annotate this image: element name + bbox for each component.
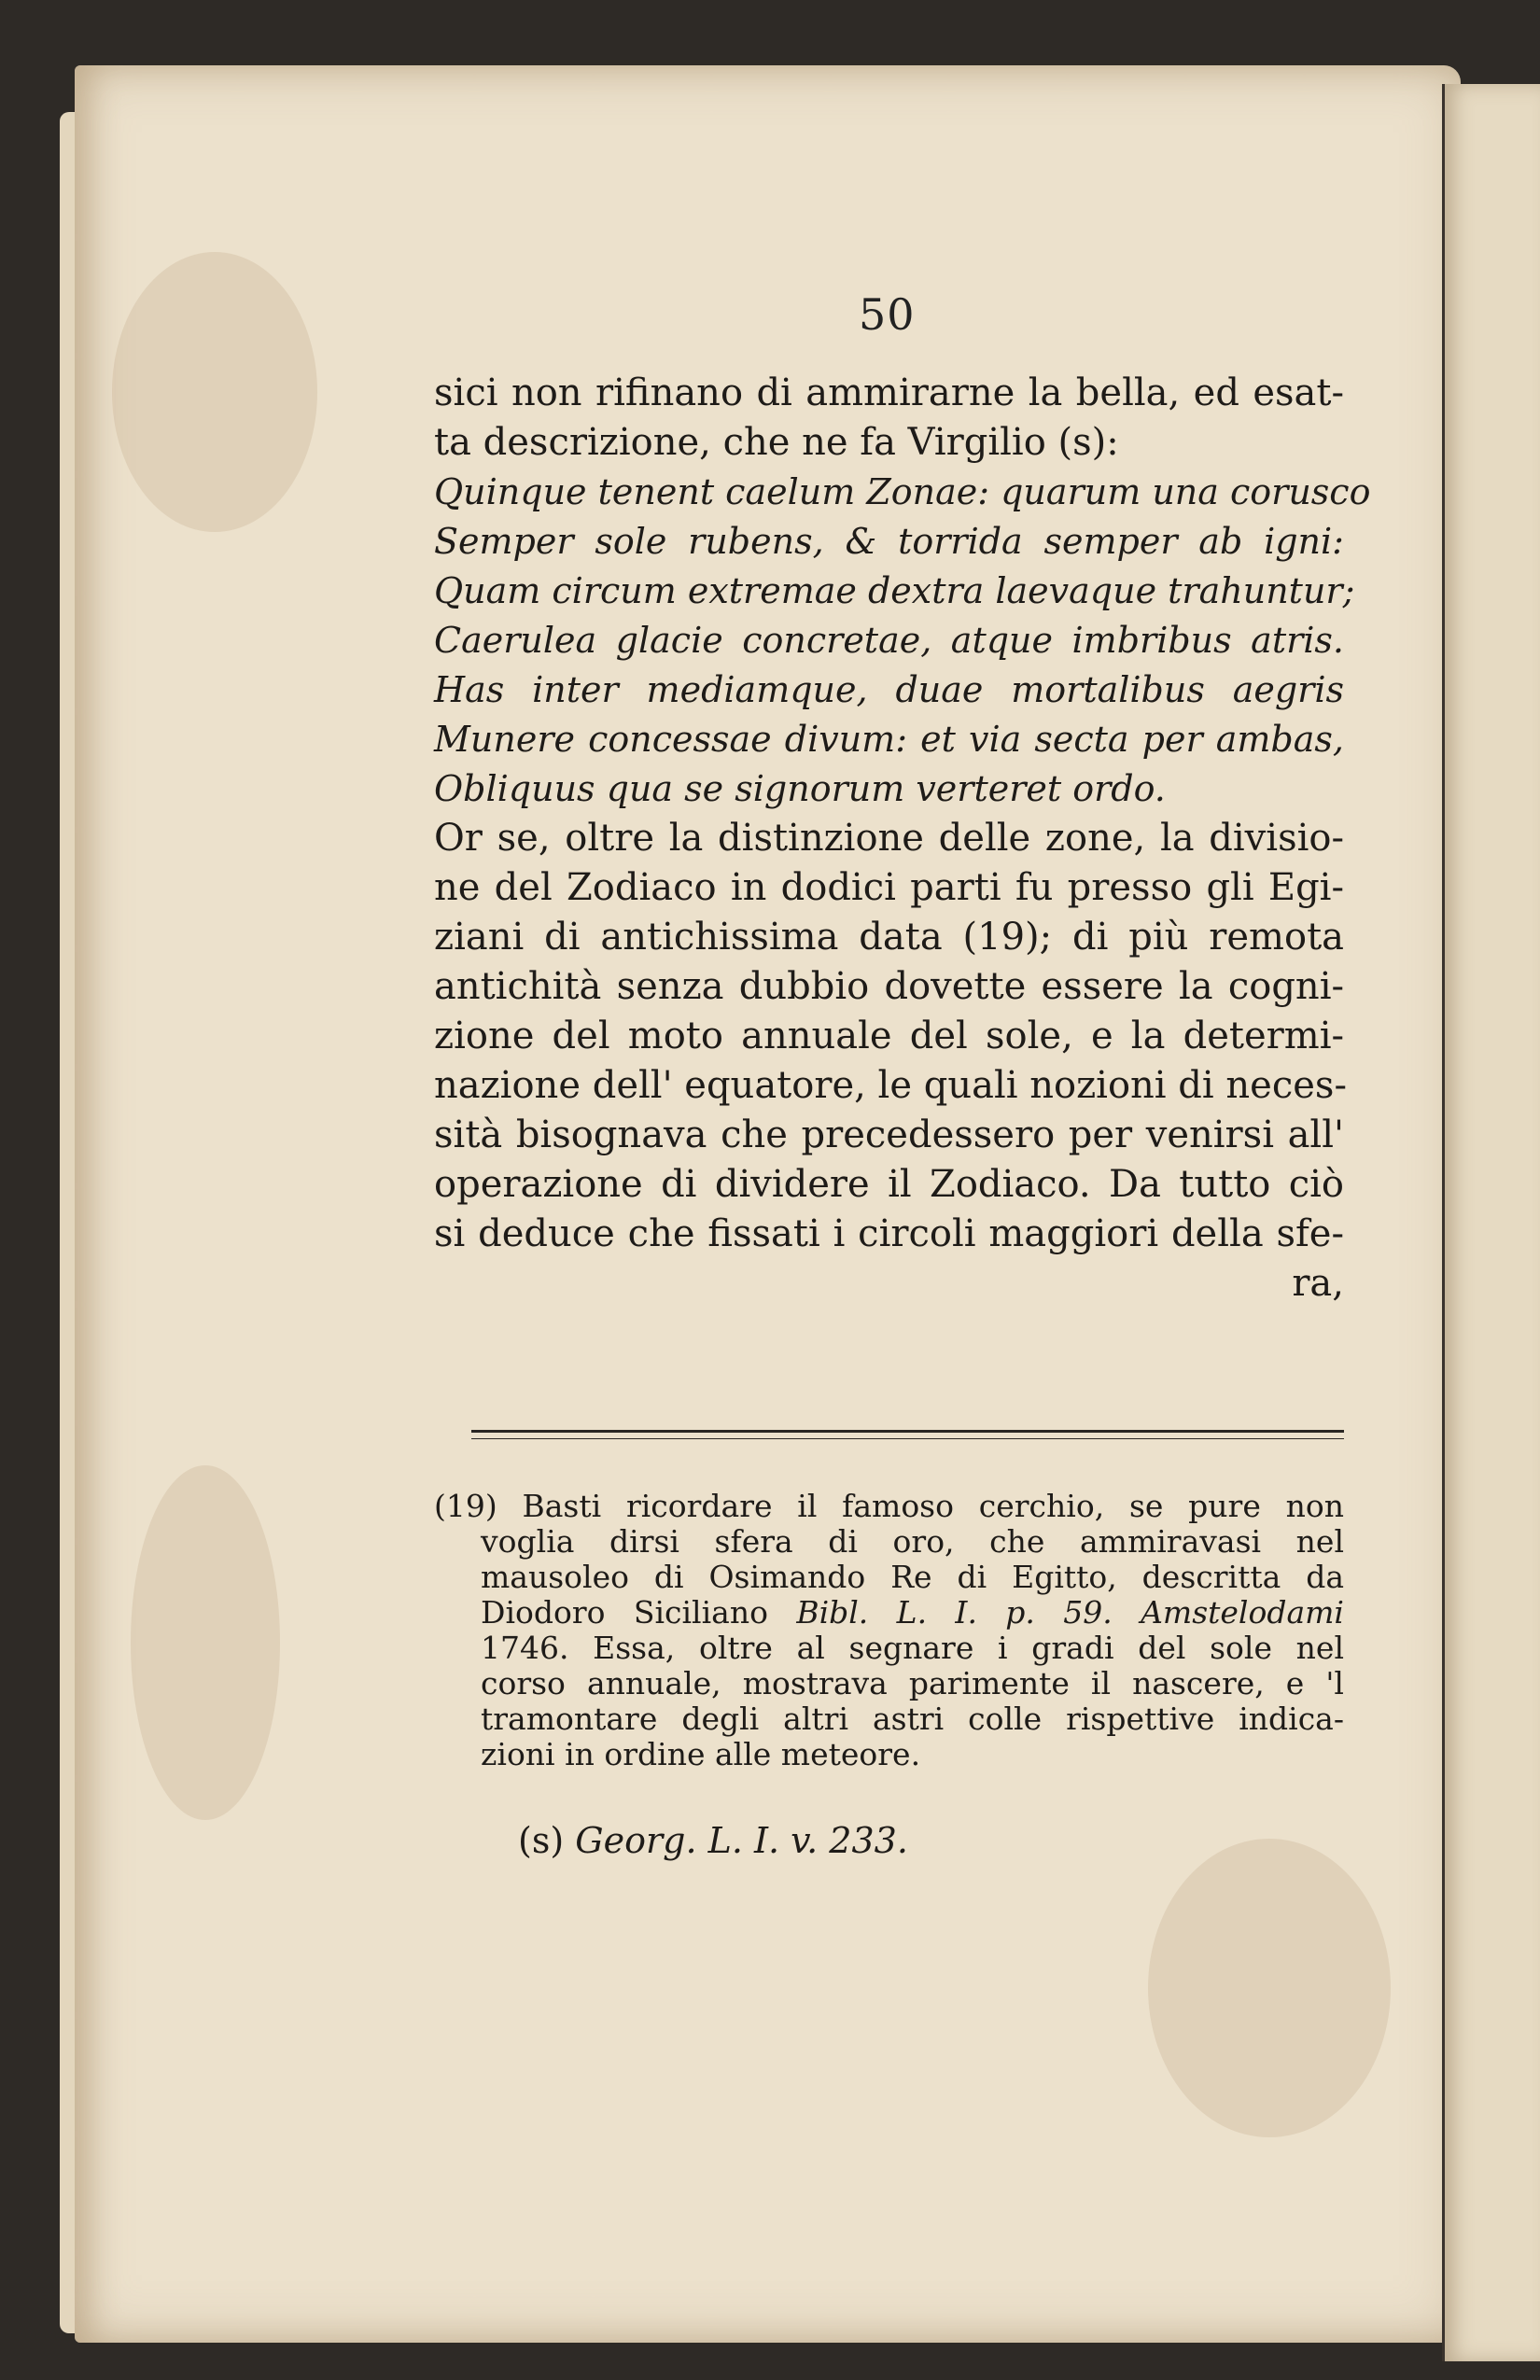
catchword: ra, — [1292, 1262, 1344, 1305]
footnote-19 — [434, 1489, 1344, 1772]
footnote-line: zioni in ordine alle meteore. — [481, 1736, 921, 1772]
verse-line: Quam circum extremae dextra laevaque trahuntur; — [434, 570, 1355, 611]
verse-line: Quinque tenent caelum Zonae: quarum una corusco — [434, 471, 1371, 512]
footnote-line — [434, 1595, 1344, 1631]
text-line: antichità senza dubbio dovette essere la cogni- — [434, 965, 1344, 1008]
footnote-line: mausoleo di Osimando Re di Egitto, descritta da — [481, 1559, 1344, 1595]
footnote-s — [518, 1820, 908, 1861]
text-line: ziani di antichissima data (19); di più remota — [434, 916, 1344, 959]
footnote-citation: Georg. L. I. v. 233. — [575, 1820, 908, 1861]
text-line: operazione di dividere il Zodiaco. Da tutto ciò — [434, 1163, 1344, 1206]
text-line: Or se, oltre la distinzione delle zone, la divisio- — [434, 817, 1344, 860]
text-line: si deduce che fissati i circoli maggiori della sfe- — [434, 1212, 1344, 1255]
footnote-rule — [471, 1430, 1344, 1433]
text-line: nazione dell' equatore, le quali nozioni di neces- — [434, 1064, 1347, 1107]
page-number: 50 — [859, 289, 916, 340]
footnote-line: 1746. Essa, oltre al segnare i gradi del sole nel — [481, 1630, 1344, 1666]
text-line: zione del moto annuale del sole, e la determi- — [434, 1015, 1344, 1057]
verse-line: Caerulea glacie concretae, atque imbribus atris. — [434, 620, 1344, 661]
footnote-line: (19) Basti ricordare il famoso cerchio, se pure non — [434, 1488, 1344, 1524]
text-line: sici non rifinano di ammirarne la bella, ed esat- — [434, 371, 1344, 414]
text-line: ne del Zodiaco in dodici parti fu presso gli Egi- — [434, 866, 1344, 909]
footnote-marker: (s) — [518, 1820, 565, 1861]
verse-line: Obliquus qua se signorum verteret ordo. — [434, 768, 1166, 809]
footnote-rule-thin — [471, 1438, 1344, 1439]
verse-line: Has inter mediamque, duae mortalibus aegris — [434, 669, 1344, 710]
footnote-line: voglia dirsi sfera di oro, che ammiravasi nel — [481, 1523, 1344, 1560]
paper-stain — [1148, 1839, 1391, 2137]
verse-line: Semper sole rubens, & torrida semper ab igni: — [434, 521, 1344, 562]
verse-line: Munere concessae divum: et via secta per ambas, — [434, 719, 1344, 760]
text-line: sità bisognava che precedessero per venirsi all' — [434, 1113, 1344, 1156]
main-text-block — [434, 369, 1371, 1309]
paper-stain — [131, 1465, 280, 1820]
footnote-line: corso annuale, mostrava parimente il nascere, e 'l — [481, 1665, 1344, 1701]
footnote-citation: Bibl. L. I. p. 59. Amstelodami — [796, 1594, 1344, 1631]
footnote-line: tramontare degli altri astri colle rispettive indica- — [481, 1701, 1344, 1737]
footnote-text: Diodoro Siciliano — [481, 1594, 768, 1631]
facing-page-edge — [1442, 84, 1540, 2361]
paper-stain — [112, 252, 317, 532]
text-line: ta descrizione, che ne fa Virgilio (s): — [434, 421, 1119, 464]
